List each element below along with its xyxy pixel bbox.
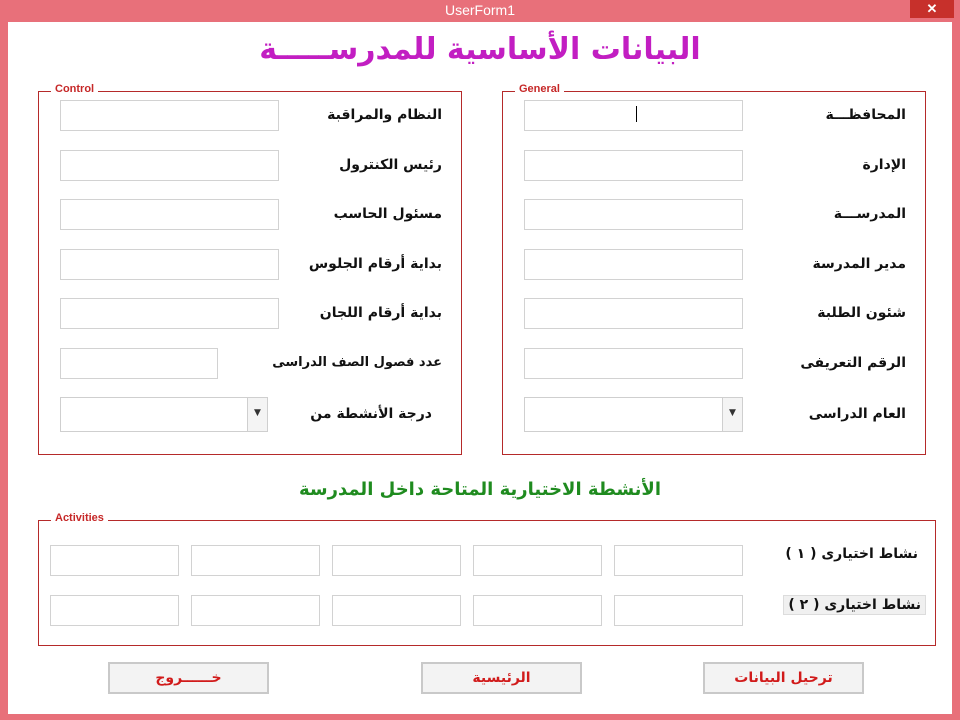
activity-1-input-5[interactable] xyxy=(50,545,179,576)
computer-officer-label: مسئول الحاسب xyxy=(333,206,442,222)
page-title: البيانات الأساسية للمدرســـــة xyxy=(259,32,701,67)
control-head-input[interactable] xyxy=(60,150,279,181)
exit-button[interactable]: خــــــروج xyxy=(108,662,269,694)
activity-1-input-1[interactable] xyxy=(614,545,743,576)
school-input[interactable] xyxy=(524,199,743,230)
activities-frame xyxy=(38,512,936,646)
control-head-label: رئيس الكنترول xyxy=(339,157,442,173)
school-id-label: الرقم التعريفى xyxy=(800,355,906,371)
committee-numbers-start-input[interactable] xyxy=(60,298,279,329)
text-caret xyxy=(636,106,637,122)
activities-grade-label: درجة الأنشطة من xyxy=(310,406,432,422)
school-id-input[interactable] xyxy=(524,348,743,379)
school-label: المدرســـة xyxy=(833,206,906,222)
close-button[interactable]: ✕ xyxy=(910,0,954,18)
activity-2-input-4[interactable] xyxy=(191,595,320,626)
student-affairs-input[interactable] xyxy=(524,298,743,329)
chevron-down-icon[interactable]: ▼ xyxy=(722,398,742,431)
activity-2-input-3[interactable] xyxy=(332,595,461,626)
principal-input[interactable] xyxy=(524,249,743,280)
seat-numbers-start-input[interactable] xyxy=(60,249,279,280)
activity-2-label: نشاط اختيارى ( ٢ ) xyxy=(783,595,926,615)
principal-label: مدير المدرسة xyxy=(812,256,906,272)
home-button[interactable]: الرئيسية xyxy=(421,662,582,694)
general-frame-caption: General xyxy=(515,83,564,95)
activity-1-input-2[interactable] xyxy=(473,545,602,576)
committee-numbers-start-label: بداية أرقام اللجان xyxy=(319,305,442,321)
system-monitoring-label: النظام والمراقبة xyxy=(327,107,442,123)
student-affairs-label: شئون الطلبة xyxy=(817,305,906,321)
activities-heading: الأنشطة الاختيارية المتاحة داخل المدرسة xyxy=(298,479,661,500)
administration-input[interactable] xyxy=(524,150,743,181)
chevron-down-icon[interactable]: ▼ xyxy=(247,398,267,431)
form-client-area xyxy=(8,22,952,714)
activities-grade-select[interactable] xyxy=(60,397,268,432)
administration-label: الإدارة xyxy=(862,157,906,173)
class-count-label: عدد فصول الصف الدراسى xyxy=(272,355,442,370)
class-count-input[interactable] xyxy=(60,348,218,379)
activity-1-label: نشاط اختيارى ( ١ ) xyxy=(785,546,918,562)
computer-officer-input[interactable] xyxy=(60,199,279,230)
transfer-data-button[interactable]: ترحيل البيانات xyxy=(703,662,864,694)
academic-year-label: العام الدراسى xyxy=(808,406,906,422)
governorate-label: المحافظـــة xyxy=(825,107,906,123)
activity-1-input-4[interactable] xyxy=(191,545,320,576)
activity-2-input-5[interactable] xyxy=(50,595,179,626)
activity-1-input-3[interactable] xyxy=(332,545,461,576)
seat-numbers-start-label: بداية أرقام الجلوس xyxy=(308,256,442,272)
activities-frame-caption: Activities xyxy=(51,512,108,524)
activity-2-input-1[interactable] xyxy=(614,595,743,626)
activity-2-input-2[interactable] xyxy=(473,595,602,626)
title-bar xyxy=(0,0,960,22)
window-title: UserForm1 xyxy=(444,2,515,18)
academic-year-select[interactable] xyxy=(524,397,743,432)
control-frame-caption: Control xyxy=(51,83,98,95)
system-monitoring-input[interactable] xyxy=(60,100,279,131)
governorate-input[interactable] xyxy=(524,100,743,131)
